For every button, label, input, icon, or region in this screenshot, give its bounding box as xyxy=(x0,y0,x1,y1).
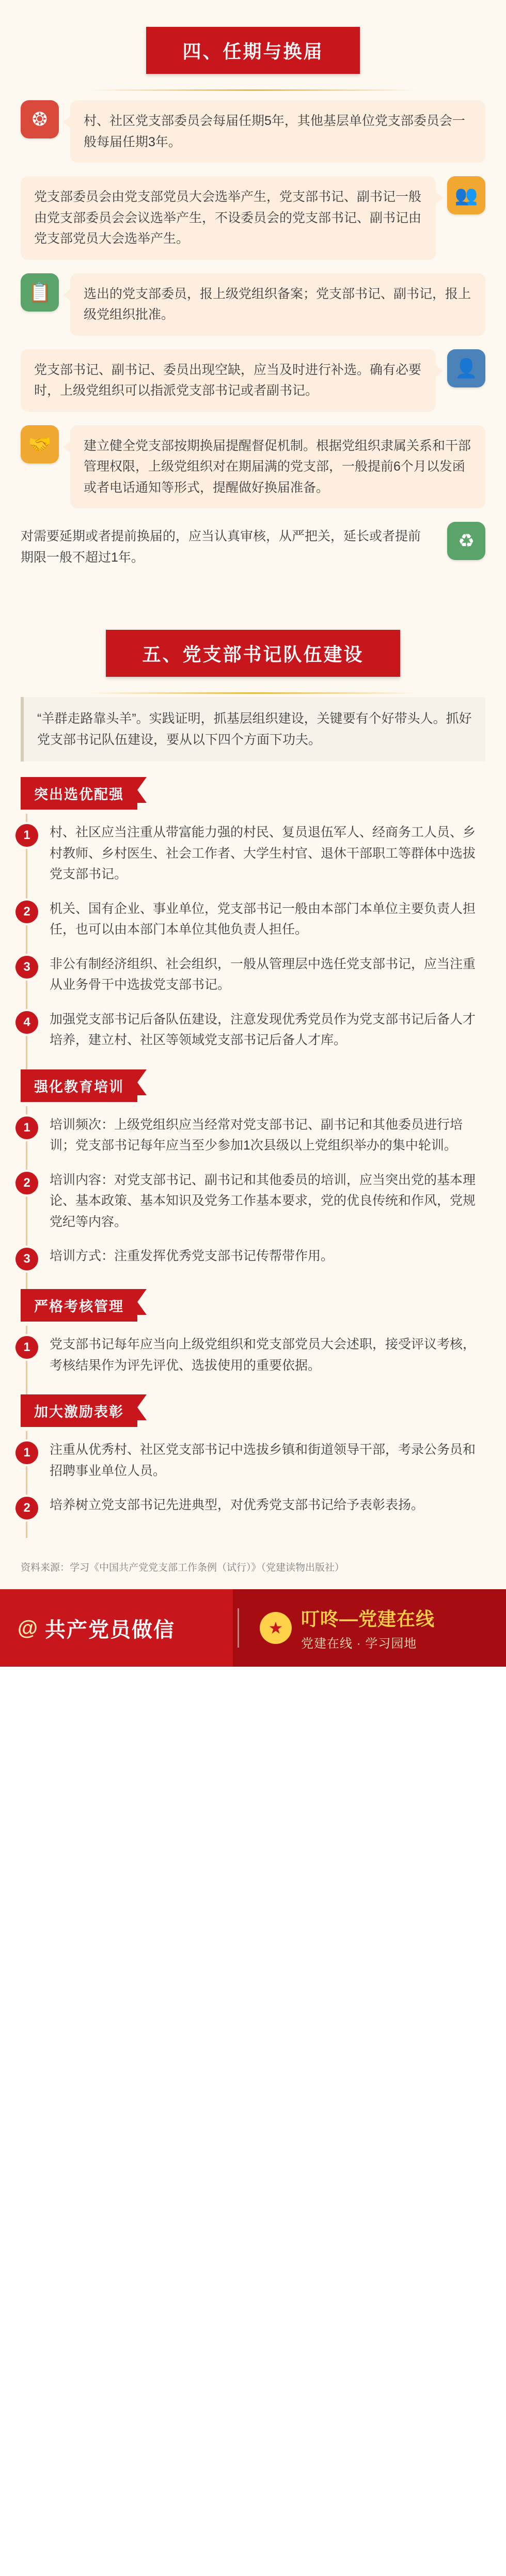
list-item xyxy=(23,1114,485,1156)
list-item xyxy=(23,1170,485,1233)
group-training xyxy=(21,1069,485,1290)
footer-subtitle: 党建在线 · 学习园地 xyxy=(301,1637,417,1651)
list-item xyxy=(23,898,485,940)
list-number: 2 xyxy=(15,1172,38,1194)
item-text: 加强党支部书记后备队伍建设，注意发现优秀党员作为党支部书记后备人才培养，建立村、社区等领域党支部书记后备人才库。 xyxy=(50,1012,476,1047)
item-text: 选出的党支部委员，报上级党组织备案；党支部书记、副书记，报上级党组织批准。 xyxy=(70,273,485,336)
party-emblem-icon: ★ xyxy=(260,1612,292,1644)
section-4-banner xyxy=(0,0,506,83)
footer-title: 叮咚—党建在线 xyxy=(301,1608,435,1630)
item-text: 村、社区应当注重从带富能力强的村民、复员退伍军人、经商务工人员、乡村教师、乡村医生、社会工作者、大学生村官、退休干部职工等群体中选拔党支部书记。 xyxy=(50,825,476,881)
section-4-title: 四、任期与换届 xyxy=(146,27,359,74)
item-text: 党支部委员会由党支部党员大会选举产生，党支部书记、副书记一般由党支部委员会会议选举产生，不设委员会的党支部书记、副书记由党支部党员大会选举产生。 xyxy=(21,176,436,260)
list-item xyxy=(21,425,485,509)
group-heading: 加大激励表彰 xyxy=(21,1394,137,1427)
list-item xyxy=(21,100,485,163)
numbered-list xyxy=(23,1431,485,1538)
item-text: 对需要延期或者提前换届的，应当认真审核，从严把关，延长或者提前期限一般不超过1年。 xyxy=(21,529,421,565)
item-text: 党支部书记、副书记、委员出现空缺，应当及时进行补选。确有必要时，上级党组织可以指派党支部书记或者副书记。 xyxy=(21,349,436,412)
section-4-content xyxy=(0,91,506,603)
source-note: 资料来源：学习《中国共产党党支部工作条例（试行）》（党建读物出版社） xyxy=(21,1562,345,1573)
list-number: 3 xyxy=(15,1248,38,1270)
list-item xyxy=(21,522,485,572)
footer-bar xyxy=(0,1589,506,1667)
group-heading: 突出选优配强 xyxy=(21,777,137,810)
at-icon: @ xyxy=(18,1616,38,1639)
list-item xyxy=(23,1246,485,1270)
group-heading: 强化教育培训 xyxy=(21,1069,137,1102)
list-number: 2 xyxy=(15,901,38,923)
list-item xyxy=(23,1009,485,1051)
group-assessment xyxy=(21,1289,485,1394)
numbered-list xyxy=(23,1106,485,1290)
list-number: 1 xyxy=(15,1336,38,1359)
item-text: 机关、国有企业、事业单位，党支部书记一般由本部门本单位主要负责人担任，也可以由本部门本单位其他负责人担任。 xyxy=(50,901,476,937)
list-item xyxy=(21,176,485,260)
list-number: 1 xyxy=(15,824,38,847)
footer-title-area[interactable] xyxy=(239,1605,506,1651)
footer-brand-label: 共产党员做信 xyxy=(45,1618,176,1641)
list-item xyxy=(23,822,485,885)
list-number: 3 xyxy=(15,956,38,979)
handshake-icon: 🤝 xyxy=(21,425,59,463)
item-text: 注重从优秀村、社区党支部书记中选拔乡镇和街道领导干部，考录公务员和招聘事业单位人员。 xyxy=(50,1442,476,1478)
list-number: 1 xyxy=(15,1116,38,1139)
group-incentive xyxy=(21,1394,485,1538)
document-stamp-icon: ❂ xyxy=(21,100,59,138)
list-item xyxy=(21,273,485,336)
item-text: 党支部书记每年应当向上级党组织和党支部党员大会述职，接受评议考核，考核结果作为评先评优、选拔使用的重要依据。 xyxy=(50,1337,476,1373)
section-5-content xyxy=(0,694,506,1551)
list-number: 2 xyxy=(15,1497,38,1519)
group-heading: 严格考核管理 xyxy=(21,1289,137,1322)
numbered-list xyxy=(23,814,485,1069)
user-swap-icon: 👤 xyxy=(447,349,485,387)
item-text: 培训频次：上级党组织应当经常对党支部书记、副书记和其他委员进行培训；党支部书记每年应当至少参加1次县级以上党组织举办的集中轮训。 xyxy=(50,1117,463,1153)
item-text: 培养树立党支部书记先进典型，对优秀党支部书记给予表彰表扬。 xyxy=(50,1498,424,1512)
list-item xyxy=(23,1334,485,1376)
section-5-banner xyxy=(0,603,506,686)
item-text: 村、社区党支部委员会每届任期5年，其他基层单位党支部委员会一般每届任期3年。 xyxy=(70,100,485,163)
list-item xyxy=(23,1439,485,1481)
item-text: 培训方式：注重发挥优秀党支部书记传帮带作用。 xyxy=(50,1249,334,1263)
footer-brand-area[interactable] xyxy=(0,1613,238,1643)
list-item xyxy=(23,954,485,996)
item-text: 建立健全党支部按期换届提醒督促机制。根据党组织隶属关系和干部管理权限，上级党组织对在期届满的党支部，一般提前6个月以发函或者电话通知等形式，提醒做好换届准备。 xyxy=(70,425,485,509)
list-item xyxy=(21,349,485,412)
recycle-icon: ♻ xyxy=(447,522,485,560)
group-selection xyxy=(21,777,485,1069)
people-icon: 👥 xyxy=(447,176,485,214)
item-text: 非公有制经济组织、社会组织，一般从管理层中选任党支部书记，应当注重从业务骨干中选拔党支部书记。 xyxy=(50,956,476,992)
list-number: 4 xyxy=(15,1011,38,1034)
section-5-intro: “羊群走路靠头羊”。实践证明，抓基层组织建设，关键要有个好带头人。抓好党支部书记队伍建设，要从以下四个方面下功夫。 xyxy=(21,697,485,762)
numbered-list xyxy=(23,1326,485,1394)
item-text: 培训内容：对党支部书记、副书记和其他委员的培训，应当突出党的基本理论、基本政策、基本知识及党务工作基本要求，党的优良传统和作风，党规党纪等内容。 xyxy=(50,1172,476,1229)
list-number: 1 xyxy=(15,1441,38,1464)
clipboard-check-icon: 📋 xyxy=(21,273,59,312)
section-5-title: 五、党支部书记队伍建设 xyxy=(106,630,400,677)
list-item xyxy=(23,1495,485,1519)
